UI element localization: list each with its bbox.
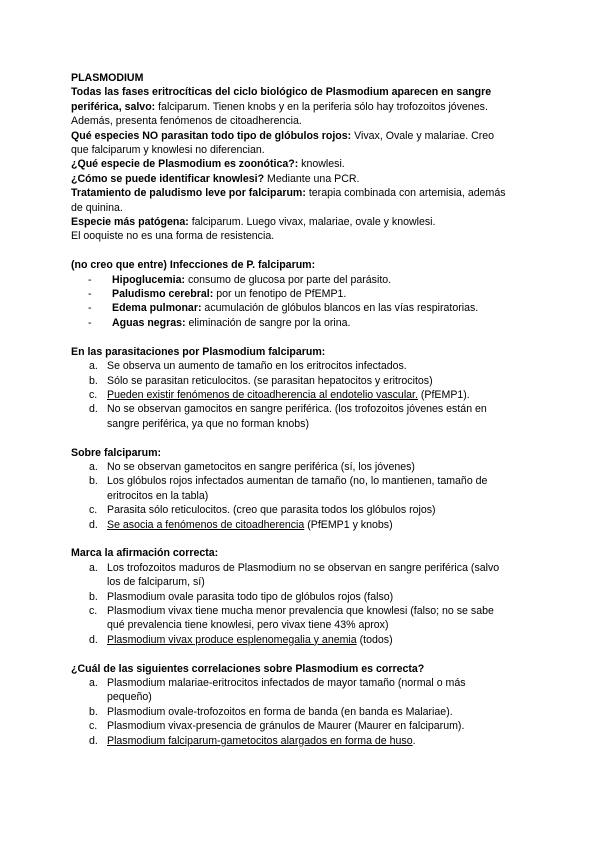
section-4-heading: ¿Cuál de las siguientes correlaciones sobre Plasmodium es correcta? [71, 662, 425, 675]
list-item: d. No se observan gamocitos en sangre periférica. (los trofozoitos jóvenes están en [89, 403, 487, 416]
question-5-line-2: de quinina. [71, 201, 123, 214]
question-2-line-2: que falciparum y knowlesi no diferencian. [71, 144, 265, 157]
list-item: c. Plasmodium vivax tiene mucha menor prevalencia que knowlesi (falso; no se sabe [89, 604, 494, 617]
list-item-continuation: sangre periférica, ya que no forman knobs) [107, 417, 309, 430]
infections-heading: (no creo que entre) Infecciones de P. falciparum: [71, 259, 316, 272]
list-item: c. Plasmodium vivax-presencia de gránulos de Maurer (Maurer en falciparum). [89, 720, 465, 733]
question-6: Especie más patógena: falciparum. Luego vivax, malariae, ovale y knowlesi. [71, 216, 436, 229]
question-1-line-1: Todas las fases eritrocíticas del ciclo biológico de Plasmodium aparecen en sangre [71, 86, 492, 99]
question-2-line-1: Qué especies NO parasitan todo tipo de glóbulos rojos: Vivax, Ovale y malariae. Creo [71, 129, 495, 142]
list-item: b. Plasmodium ovale-trofozoitos en forma de banda (en banda es Malariae). [89, 705, 453, 718]
list-item-continuation: eritrocitos en la tabla) [107, 489, 209, 502]
list-item: d. Plasmodium falciparum-gametocitos alargados en forma de huso. [89, 734, 416, 747]
question-4: ¿Cómo se puede identificar knowlesi? Mediante una PCR. [71, 172, 360, 185]
question-5-line-1: Tratamiento de paludismo leve por falciparum: terapia combinada con artemisia, además [71, 187, 506, 200]
question-1-line-2: periférica, salvo: falciparum. Tienen knobs y en la periferia sólo hay trofozoitos jóvenes. [71, 100, 488, 113]
spacer [71, 330, 541, 344]
list-item: d. Se asocia a fenómenos de citoadherencia (PfEMP1 y knobs) [89, 518, 393, 531]
section-1-heading: En las parasitaciones por Plasmodium falciparum: [71, 345, 326, 358]
document-title: PLASMODIUM [71, 72, 144, 84]
list-item: - Paludismo cerebral: por un fenotipo de PfEMP1. [88, 288, 347, 301]
spacer [71, 647, 541, 661]
list-item: - Hipoglucemia: consumo de glucosa por parte del parásito. [88, 273, 392, 286]
list-item: a. Plasmodium malariae-eritrocitos infectados de mayor tamaño (normal o más [89, 676, 466, 689]
list-item: a. No se observan gametocitos en sangre periférica (sí, los jóvenes) [89, 460, 415, 473]
statement-ooquiste: El ooquiste no es una forma de resistencia. [71, 230, 275, 243]
list-item: - Edema pulmonar: acumulación de glóbulos blancos en las vías respiratorias. [88, 302, 479, 315]
list-item: a. Se observa un aumento de tamaño en los eritrocitos infectados. [89, 360, 407, 373]
spacer [71, 244, 541, 258]
spacer [71, 431, 541, 445]
list-item-continuation: los de falciparum, sí) [107, 576, 205, 589]
question-1-line-3: Además, presenta fenómenos de citoadherencia. [71, 115, 302, 128]
list-item: - Aguas negras: eliminación de sangre por la orina. [88, 316, 351, 329]
list-item: b. Plasmodium ovale parasita todo tipo de glóbulos rojos (falso) [89, 590, 394, 603]
list-item: d. Plasmodium vivax produce esplenomegalia y anemia (todos) [89, 633, 393, 646]
list-item-continuation: qué prevalencia tiene knowlesi, pero vivax tiene 43% aprox) [107, 619, 389, 632]
list-item: b. Sólo se parasitan reticulocitos. (se parasitan hepatocitos y eritrocitos) [89, 374, 433, 387]
list-item: a. Los trofozoitos maduros de Plasmodium no se observan en sangre periférica (salvo [89, 561, 500, 574]
list-item: b. Los glóbulos rojos infectados aumentan de tamaño (no, lo mantienen, tamaño de [89, 475, 488, 488]
list-item: c. Parasita sólo reticulocitos. (creo que parasita todos los glóbulos rojos) [89, 504, 436, 517]
document-page [71, 71, 541, 748]
question-3: ¿Qué especie de Plasmodium es zoonótica?: knowlesi. [71, 158, 345, 171]
section-3-heading: Marca la afirmación correcta: [71, 547, 219, 560]
list-item: c. Pueden existir fenómenos de citoadherencia al endotelio vascular. (PfEMP1). [89, 388, 470, 401]
spacer [71, 532, 541, 546]
section-2-heading: Sobre falciparum: [71, 446, 162, 459]
list-item-continuation: pequeño) [107, 691, 152, 704]
